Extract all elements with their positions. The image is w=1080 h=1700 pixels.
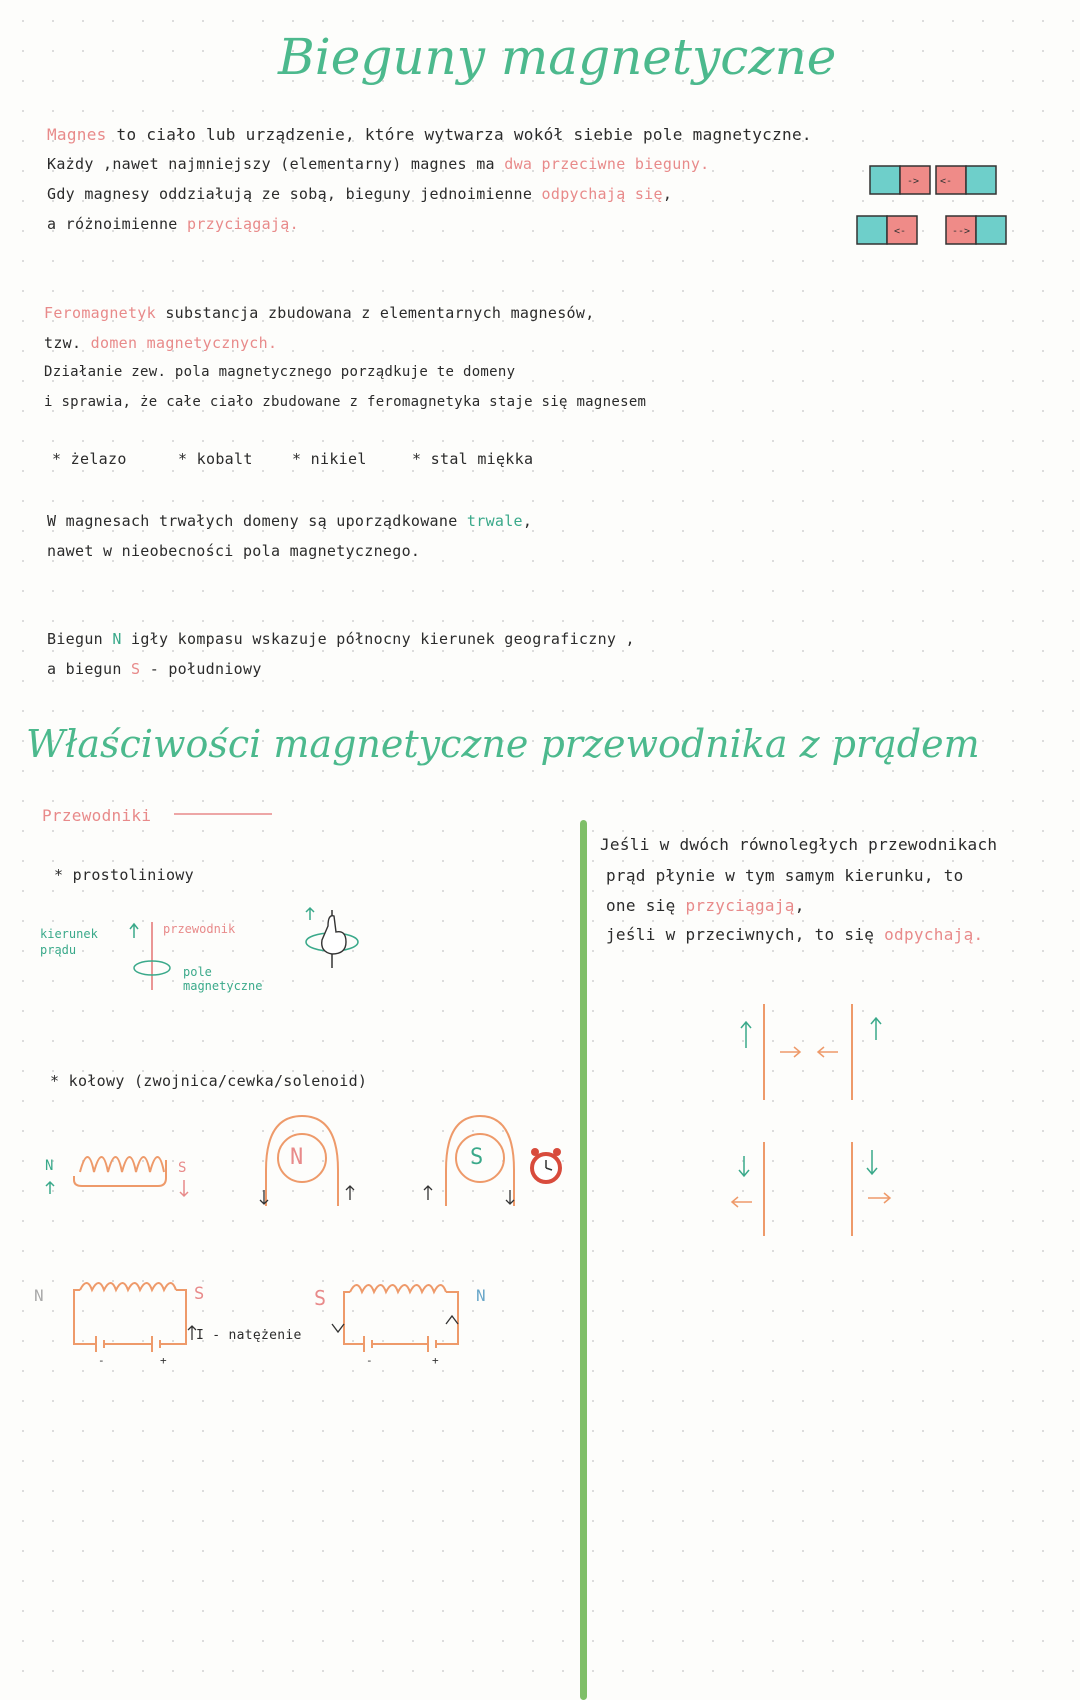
highlight-repel: odpychają się xyxy=(541,185,663,203)
svg-text:-: - xyxy=(366,1354,373,1367)
parallel-wires-line-3 xyxy=(606,896,805,915)
loop-s-label: S xyxy=(470,1145,484,1170)
parallel-wires-line-2: prąd płynie w tym samym kierunku, to xyxy=(606,866,964,885)
repel-line xyxy=(47,185,672,203)
intensity-label: I - natężenie xyxy=(196,1328,302,1343)
text: , xyxy=(794,896,805,915)
text: , xyxy=(522,512,533,530)
svg-text:<-: <- xyxy=(894,226,907,237)
loop-s-drawing xyxy=(424,1116,514,1206)
svg-text:-: - xyxy=(98,1354,105,1367)
text: a biegun xyxy=(47,660,122,678)
compass-s-line xyxy=(47,660,262,678)
attract-line xyxy=(47,215,299,233)
straight-conductor-label: * prostoliniowy xyxy=(54,866,194,884)
pole-s: S xyxy=(131,660,141,678)
heading-underline xyxy=(174,812,294,816)
vertical-divider xyxy=(580,820,587,1700)
page-title: Bieguny magnetyczne xyxy=(278,28,837,86)
circuit-left-n-label: N xyxy=(34,1286,44,1305)
domains-line xyxy=(44,334,277,352)
circuit-right-n-label: N xyxy=(476,1286,486,1305)
magnet-definition xyxy=(47,125,812,144)
material-cobalt: * kobalt xyxy=(178,450,253,468)
parallel-wires-line-4 xyxy=(606,925,983,944)
straight-wire-diagram xyxy=(110,900,370,1000)
magnet-pair-bottom xyxy=(857,216,1006,244)
wire-label: przewodnik xyxy=(163,922,236,936)
text: tzw. xyxy=(44,334,82,352)
field-label: pole magnetyczne xyxy=(183,965,263,993)
text: to ciało lub urządzenie, które wytwarza wokół siebie pole magnetyczne. xyxy=(116,125,812,144)
section-title: Właściwości magnetyczne przewodnika z prądem xyxy=(26,722,980,766)
solenoid-n-label: N xyxy=(45,1158,54,1174)
text: a różnoimienne xyxy=(47,215,178,233)
text: igły kompasu wskazuje północny kierunek geograficzny , xyxy=(131,630,635,648)
same-direction-wires xyxy=(741,1004,881,1100)
svg-text:<-: <- xyxy=(940,176,953,187)
highlight-attract-wires: przyciągają xyxy=(685,896,795,915)
material-iron: * żelazo xyxy=(52,450,127,468)
circuit-diagrams xyxy=(60,1280,540,1370)
text: - południowy xyxy=(149,660,262,678)
material-nickel: * nikiel xyxy=(292,450,367,468)
field-orders-line: Działanie zew. pola magnetycznego porządkuje te domeny xyxy=(44,364,516,380)
alarm-clock-icon xyxy=(531,1148,561,1182)
solenoid-s-label: S xyxy=(178,1160,187,1176)
pole-n: N xyxy=(112,630,122,648)
magnets-diagram xyxy=(860,160,1020,250)
coil-conductor-label: * kołowy (zwojnica/cewka/solenoid) xyxy=(50,1072,368,1090)
text: one się xyxy=(606,896,676,915)
conductors-heading: Przewodniki xyxy=(42,806,152,825)
svg-text:->: -> xyxy=(907,176,920,187)
highlight-two-poles: dwa przeciwne bieguny. xyxy=(504,155,710,173)
svg-text:+: + xyxy=(160,1354,167,1367)
svg-text:-->: --> xyxy=(952,226,971,237)
term-feromagnetyk: Feromagnetyk xyxy=(44,304,156,322)
svg-text:+: + xyxy=(432,1354,439,1367)
text: jeśli w przeciwnych, to się xyxy=(606,925,875,944)
circuit-right xyxy=(332,1285,458,1367)
loop-n-drawing xyxy=(260,1116,354,1206)
compass-n-line xyxy=(47,630,635,648)
magnet-poles-line xyxy=(47,155,710,173)
term-magnes: Magnes xyxy=(47,125,107,144)
loop-n-label: N xyxy=(290,1145,304,1170)
coil-diagrams xyxy=(30,1110,590,1240)
ferromagnet-definition xyxy=(44,304,595,322)
text: Biegun xyxy=(47,630,103,648)
highlight-permanently: trwale xyxy=(466,512,523,530)
text: W magnesach trwałych domeny są uporządkowane xyxy=(47,512,458,530)
material-soft-steel: * stal miękka xyxy=(412,450,534,468)
parallel-wires-diagram xyxy=(720,1000,920,1260)
text: substancja zbudowana z elementarnych magnesów, xyxy=(165,304,595,322)
highlight-repel-wires: odpychają. xyxy=(884,925,984,944)
opposite-direction-wires xyxy=(732,1142,890,1236)
circuit-left-s-label: S xyxy=(194,1284,205,1304)
permanent-magnets-line xyxy=(47,512,532,530)
absence-line: nawet w nieobecności pola magnetycznego. xyxy=(47,542,421,560)
text: Gdy magnesy oddziałują ze sobą, bieguny jednoimienne xyxy=(47,185,533,203)
circuit-left xyxy=(74,1283,196,1367)
text: Każdy ,nawet najmniejszy (elementarny) magnes ma xyxy=(47,155,495,173)
solenoid-drawing xyxy=(46,1157,188,1196)
parallel-wires-line-1: Jeśli w dwóch równoległych przewodnikach xyxy=(600,835,998,854)
text: , xyxy=(662,185,673,203)
magnet-pair-top xyxy=(870,166,996,194)
circuit-right-s-label: S xyxy=(314,1286,327,1310)
term-domains: domen magnetycznych. xyxy=(90,334,278,352)
becomes-magnet-line: i sprawia, że całe ciało zbudowane z feromagnetyka staje się magnesem xyxy=(44,394,647,410)
current-direction-label: kierunek prądu xyxy=(40,927,98,957)
highlight-attract: przyciągają. xyxy=(186,215,299,233)
